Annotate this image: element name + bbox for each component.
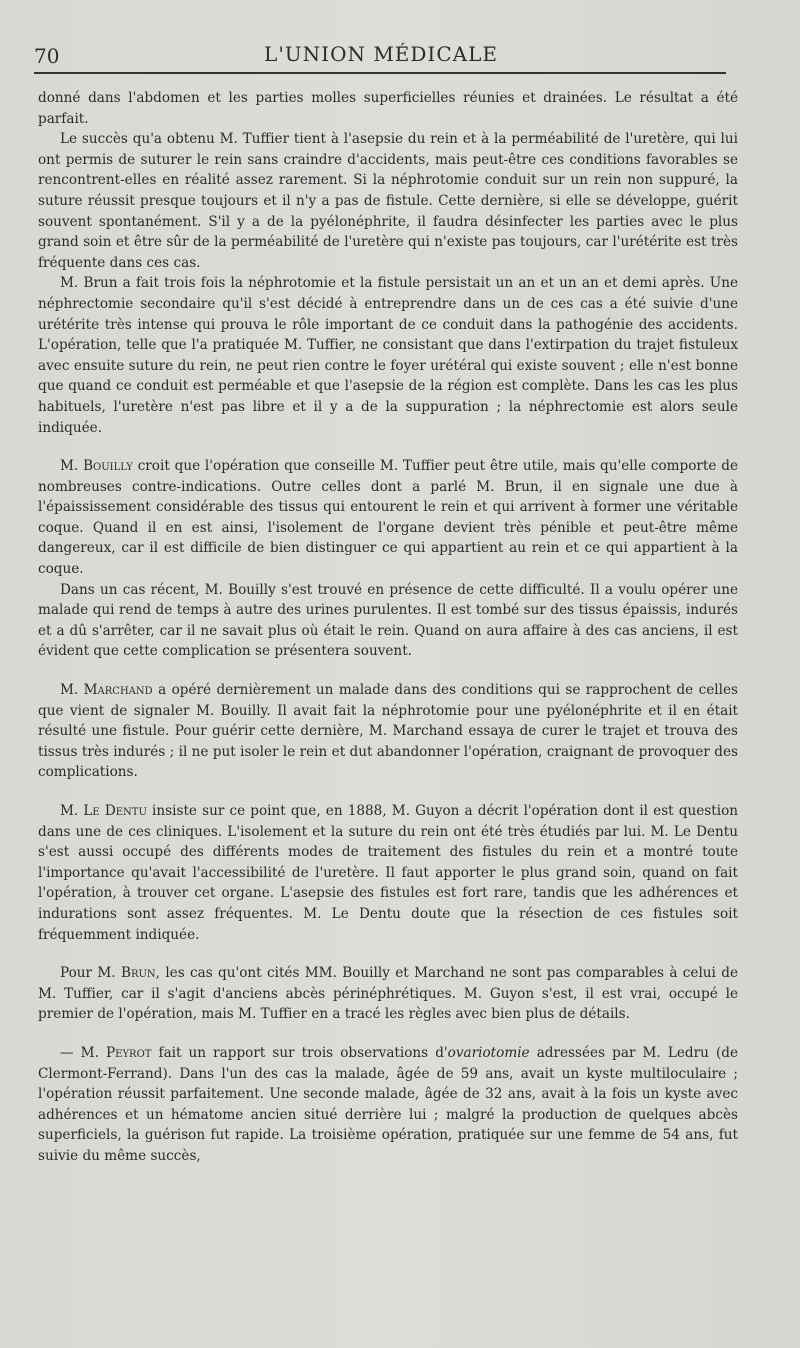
paragraph	[38, 88, 738, 129]
speaker-name: Peyrot	[106, 1044, 152, 1061]
page-number: 70	[34, 44, 60, 68]
paragraph	[38, 963, 738, 1025]
text-run: fait un rapport sur trois observations d'	[151, 1044, 448, 1061]
running-title: L'UNION MÉDICALE	[264, 42, 498, 66]
speaker-name: Bouilly	[83, 458, 133, 475]
body-text	[38, 88, 738, 1167]
text-run: donné dans l'abdomen et les parties molles superficielles réunies et drainées. Le résultat a été parfait.	[38, 90, 738, 127]
text-run: — M.	[60, 1044, 106, 1061]
paragraph	[38, 273, 738, 438]
speaker-name: Brun	[120, 965, 156, 982]
paragraph	[38, 680, 738, 783]
text-run: Dans un cas récent, M. Bouilly s'est trouvé en présence de cette difficulté. Il a voulu opérer une malade qui rend de temps à autre des urines purulentes. Il est tombé sur des tissus épaissis, indurés et a dû s'arrêter, car il ne savait plus où était le rein. Quand on aura affaire à des cas anciens, il est évident que cette complication se présentera souvent.	[38, 581, 738, 660]
text-run: M. Brun a fait trois fois la néphrotomie et la fistule persistait un an et un an et demi après. Une néphrectomie secondaire qu'il s'est décidé à entreprendre dans un de ces cas a été suivie d'une urétérite très intense qui prouva le rôle important de ce conduit dans la pathogénie des accidents. L'opération, telle que l'a pratiquée M. Tuffier, ne consistant que dans l'extirpation du trajet fistuleux avec ensuite suture du rein, ne peut rien contre le foyer urétéral qui existe souvent ; elle n'est bonne que quand ce conduit est perméable et que l'asepsie de la région est complète. Dans les cas les plus habituels, l'uretère n'est pas libre et il y a de la suppuration ; la néphrectomie est alors seule indiquée.	[38, 275, 738, 436]
italic-term: ovariotomie	[447, 1044, 530, 1061]
paragraph	[38, 801, 738, 945]
page-header	[34, 38, 728, 74]
text-run: insiste sur ce point que, en 1888, M. Guyon a décrit l'opération dont il est question dans une de ces cliniques. L'isolement et la suture du rein ont été très étudiés par lui. M. Le Dentu s'est aussi occupé des différents modes de traitement des fistules du rein et a montré toute l'importance qu'avait l'accessibilité de l'uretère. Il faut apporter le plus grand soin, quand on fait l'opération, à trouver cet organe. L'asepsie des fistules est fort rare, tandis que les adhérences et indurations sont assez fréquentes. M. Le Dentu doute que la résection de ces fistules soit fréquemment indiquée.	[38, 803, 739, 943]
text-run: M.	[60, 458, 84, 475]
text-run: M.	[60, 682, 84, 699]
paragraph	[38, 456, 738, 580]
text-run: adressées par M. Ledru (de Clermont-Ferrand). Dans l'un des cas la malade, âgée de 59 ans, avait un kyste multiloculaire ; l'opération réussit parfaitement. Une seconde malade, âgée de 32 ans, avait à la fois un kyste avec adhérences et un hématome ancien situé derrière lui ; malgré la production de quelques abcès superficiels, la guérison fut rapide. La troisième opération, pratiquée sur une femme de 54 ans, fut suivie du même succès,	[38, 1044, 738, 1164]
paragraph	[38, 1043, 738, 1167]
header-rule	[34, 72, 726, 74]
speaker-name: Marchand	[83, 682, 153, 699]
text-run: a opéré dernièrement un malade dans des conditions qui se rapprochent de celles que vient de signaler M. Bouilly. Il avait fait la néphrotomie pour une pyélonéphrite et il en était résulté une fistule. Pour guérir cette dernière, M. Marchand essaya de curer le trajet et trouva des tissus très indurés ; il ne put isoler le rein et dut abandonner l'opération, craignant de provoquer des complications.	[38, 682, 738, 781]
paragraph	[38, 129, 738, 273]
text-run: M.	[60, 803, 84, 819]
text-run: Pour M.	[60, 965, 121, 982]
paragraph	[38, 580, 738, 662]
speaker-name: Le Dentu	[83, 803, 147, 819]
text-run: , les cas qu'ont cités MM. Bouilly et Marchand ne sont pas comparables à celui de M. Tuffier, car il s'agit d'anciens abcès périnéphrétiques. M. Guyon s'est, il est vrai, occupé le premier de l'opération, mais M. Tuffier en a tracé les règles avec bien plus de détails.	[38, 965, 738, 1023]
text-run: croit que l'opération que conseille M. Tuffier peut être utile, mais qu'elle comporte de nombreuses contre-indications. Outre celles dont a parlé M. Brun, il en signale une due à l'épaississement considérable des tissus qui entourent le rein et qui arrivent à former une véritable coque. Quand il en est ainsi, l'isolement de l'organe devient très pénible et peut-être même dangereux, car il est difficile de bien distinguer ce qui appartient au rein et ce qui appartient à la coque.	[38, 458, 738, 578]
text-run: Le succès qu'a obtenu M. Tuffier tient à l'asepsie du rein et à la perméabilité de l'uretère, qui lui ont permis de suturer le rein sans craindre d'accidents, mais peut-être ces conditions favorables se rencontrent-elles en réalité assez rarement. Si la néphrotomie conduit sur un rein non suppuré, la suture réussit presque toujours et il n'y a pas de fistule. Cette dernière, si elle se développe, guérit souvent spontanément. S'il y a de la pyélonéphrite, il faudra désinfecter les parties avec le plus grand soin et être sûr de la perméabilité de l'uretère qui n'existe pas toujours, car l'urétérite est très fréquente dans ces cas.	[38, 131, 738, 271]
